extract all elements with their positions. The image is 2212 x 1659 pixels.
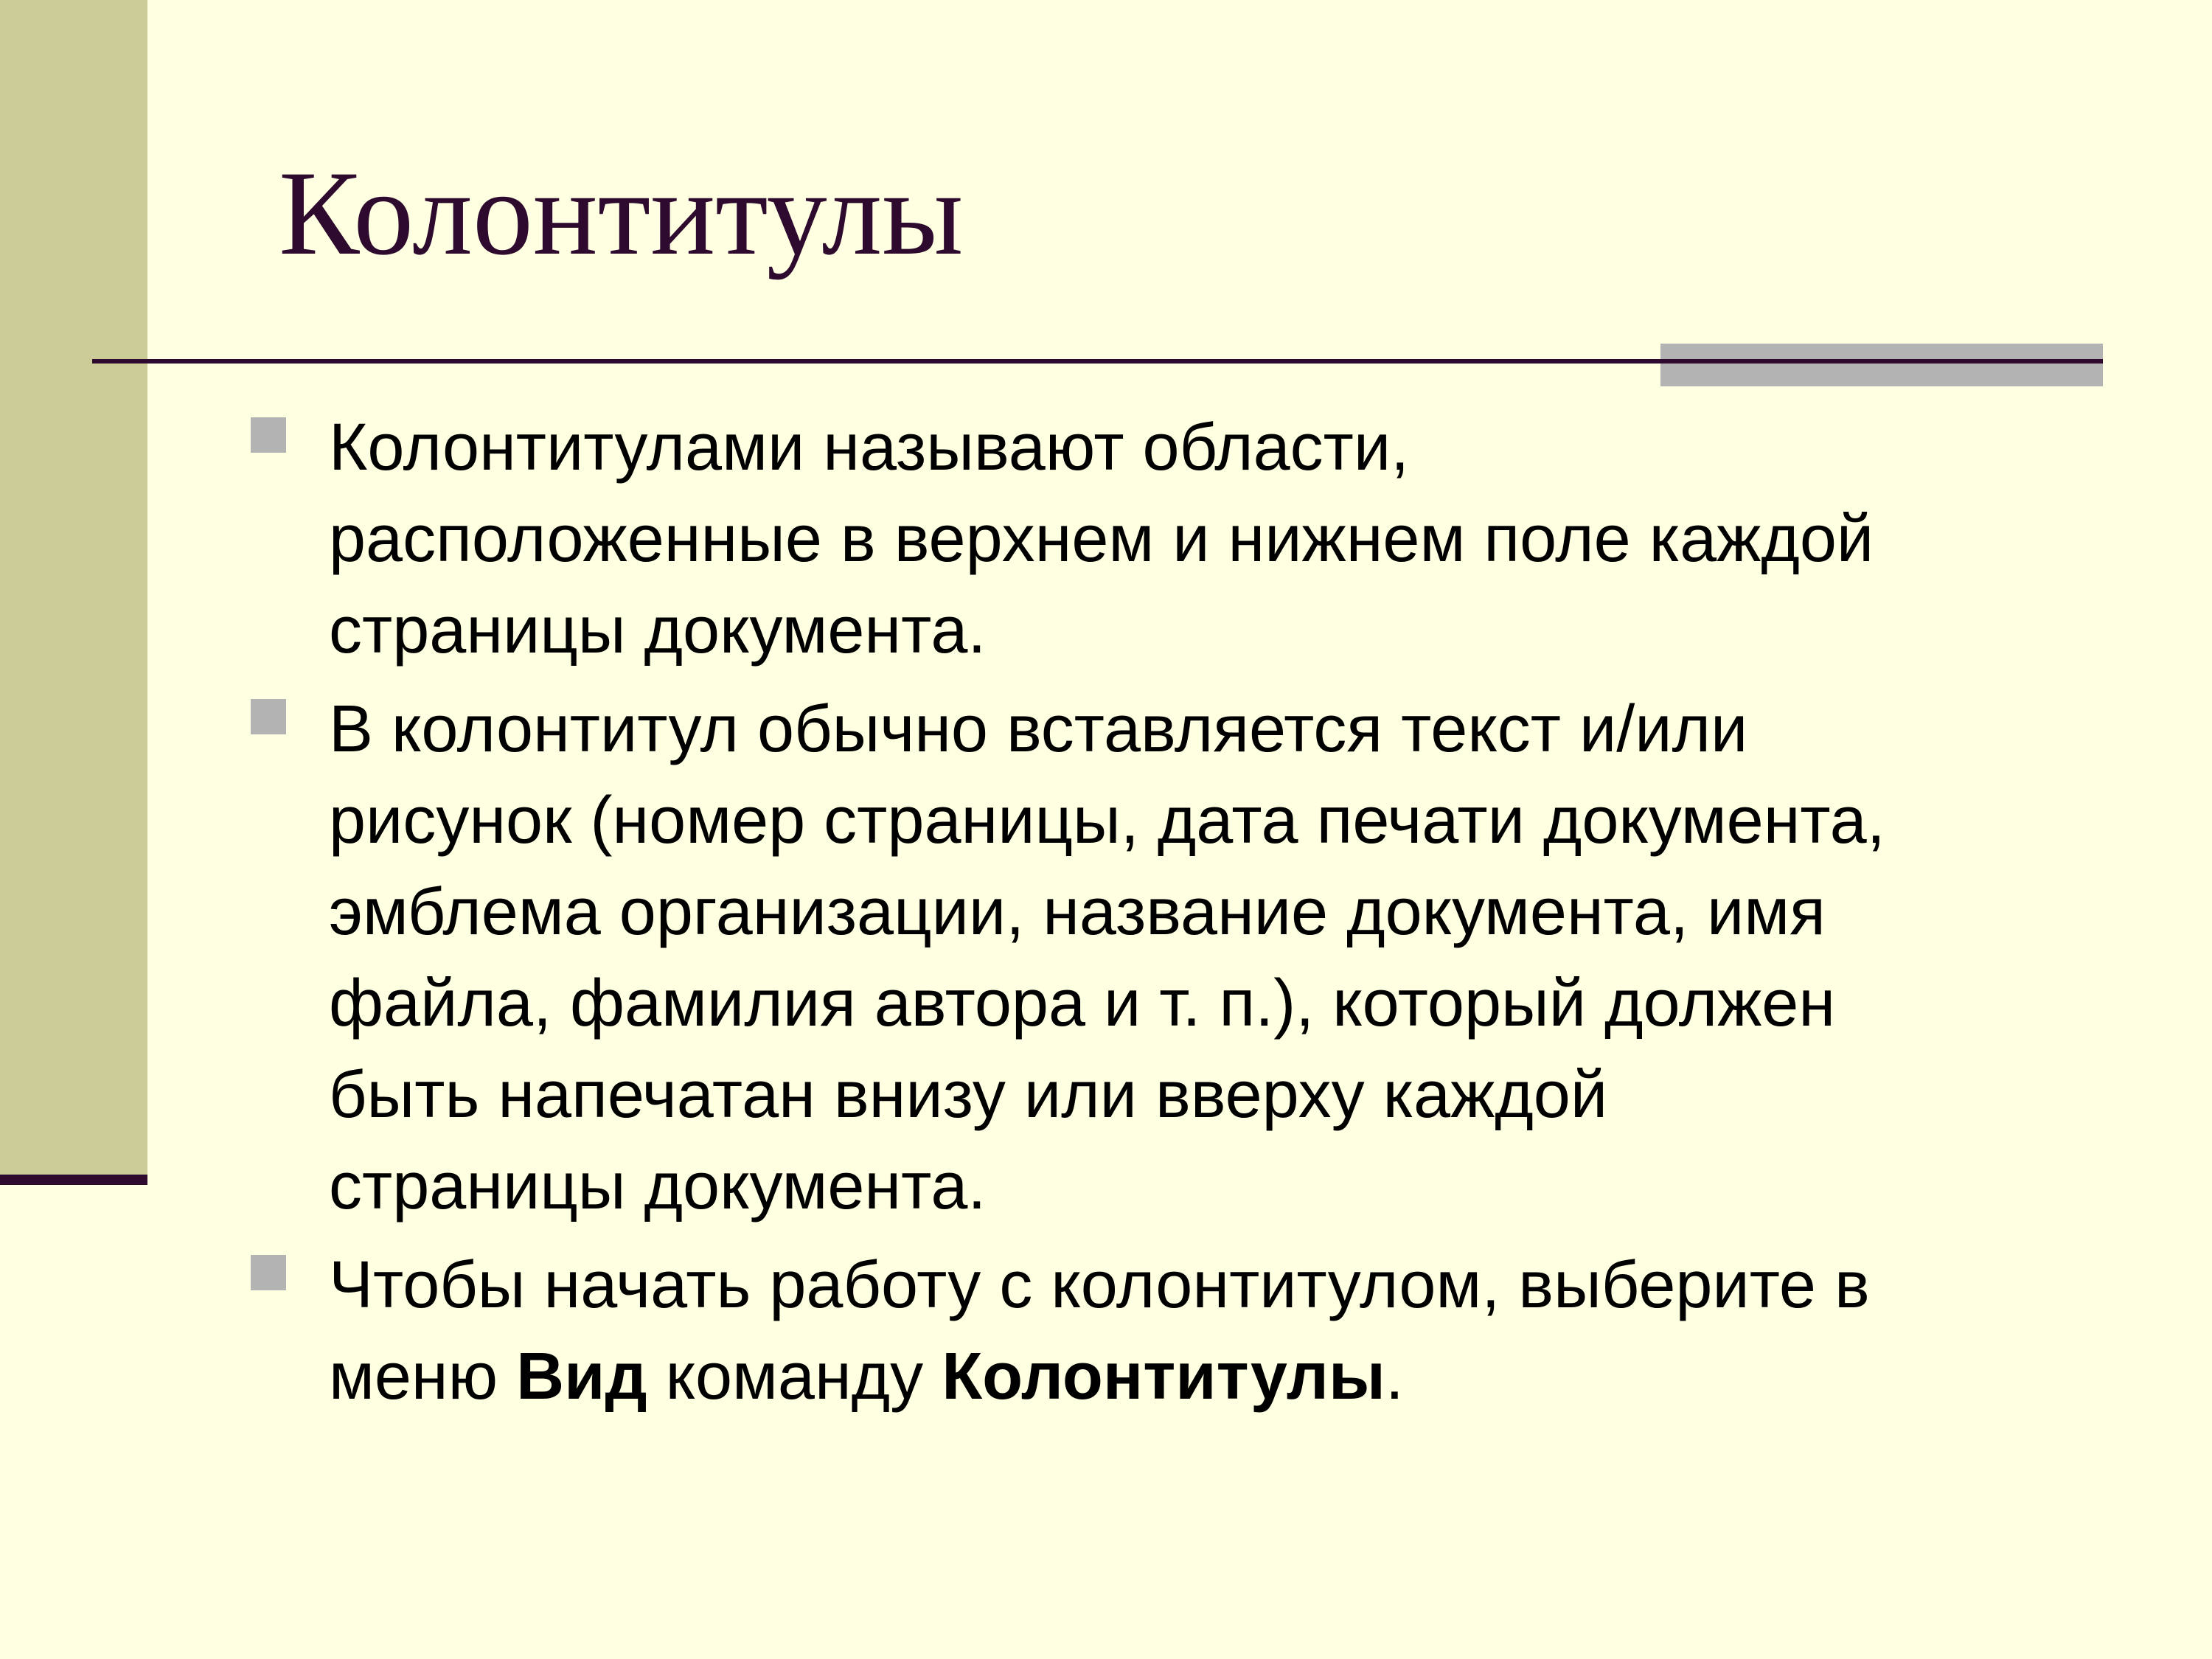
title-rule-accent-block bbox=[1660, 344, 2103, 386]
bullet-line: расположенные в верхнем и нижнем поле каждой bbox=[329, 502, 1874, 576]
bullet-line: страницы документа. bbox=[329, 1150, 987, 1223]
square-bullet-icon bbox=[251, 1255, 286, 1290]
command-name-headers-footers: Колонтитулы bbox=[942, 1340, 1385, 1413]
bullet-line: Колонтитулами называют области, bbox=[329, 411, 1410, 484]
decorative-side-bar bbox=[0, 0, 147, 1175]
bullet-line: файла, фамилия автора и т. п.), который должен bbox=[329, 967, 1836, 1040]
bullet-line: рисунок (номер страницы, дата печати документа, bbox=[329, 784, 1885, 858]
bullet-line: страницы документа. bbox=[329, 594, 987, 667]
bullet-text-segment: меню bbox=[329, 1340, 517, 1413]
bullet-list bbox=[251, 402, 2138, 1430]
bullet-item bbox=[251, 402, 2138, 676]
square-bullet-icon bbox=[251, 699, 286, 734]
side-bar-accent-line bbox=[0, 1175, 147, 1185]
bullet-line: В колонтитул обычно вставляется текст и/или bbox=[329, 692, 1748, 766]
menu-name-view: Вид bbox=[516, 1340, 647, 1413]
bullet-line bbox=[329, 1331, 2138, 1422]
bullet-line: эмблема организации, название документа, имя bbox=[329, 875, 1826, 949]
bullet-text-segment: . bbox=[1385, 1340, 1404, 1413]
bullet-item bbox=[251, 684, 2138, 1232]
bullet-line: Чтобы начать работу с колонтитулом, выберите в bbox=[329, 1248, 1870, 1322]
bullet-text-segment: команду bbox=[647, 1340, 942, 1413]
bullet-item bbox=[251, 1239, 2138, 1422]
bullet-line: быть напечатан внизу или вверху каждой bbox=[329, 1058, 1608, 1132]
slide-title: Колонтитулы bbox=[279, 147, 964, 280]
title-rule bbox=[92, 359, 2103, 364]
square-bullet-icon bbox=[251, 417, 286, 453]
